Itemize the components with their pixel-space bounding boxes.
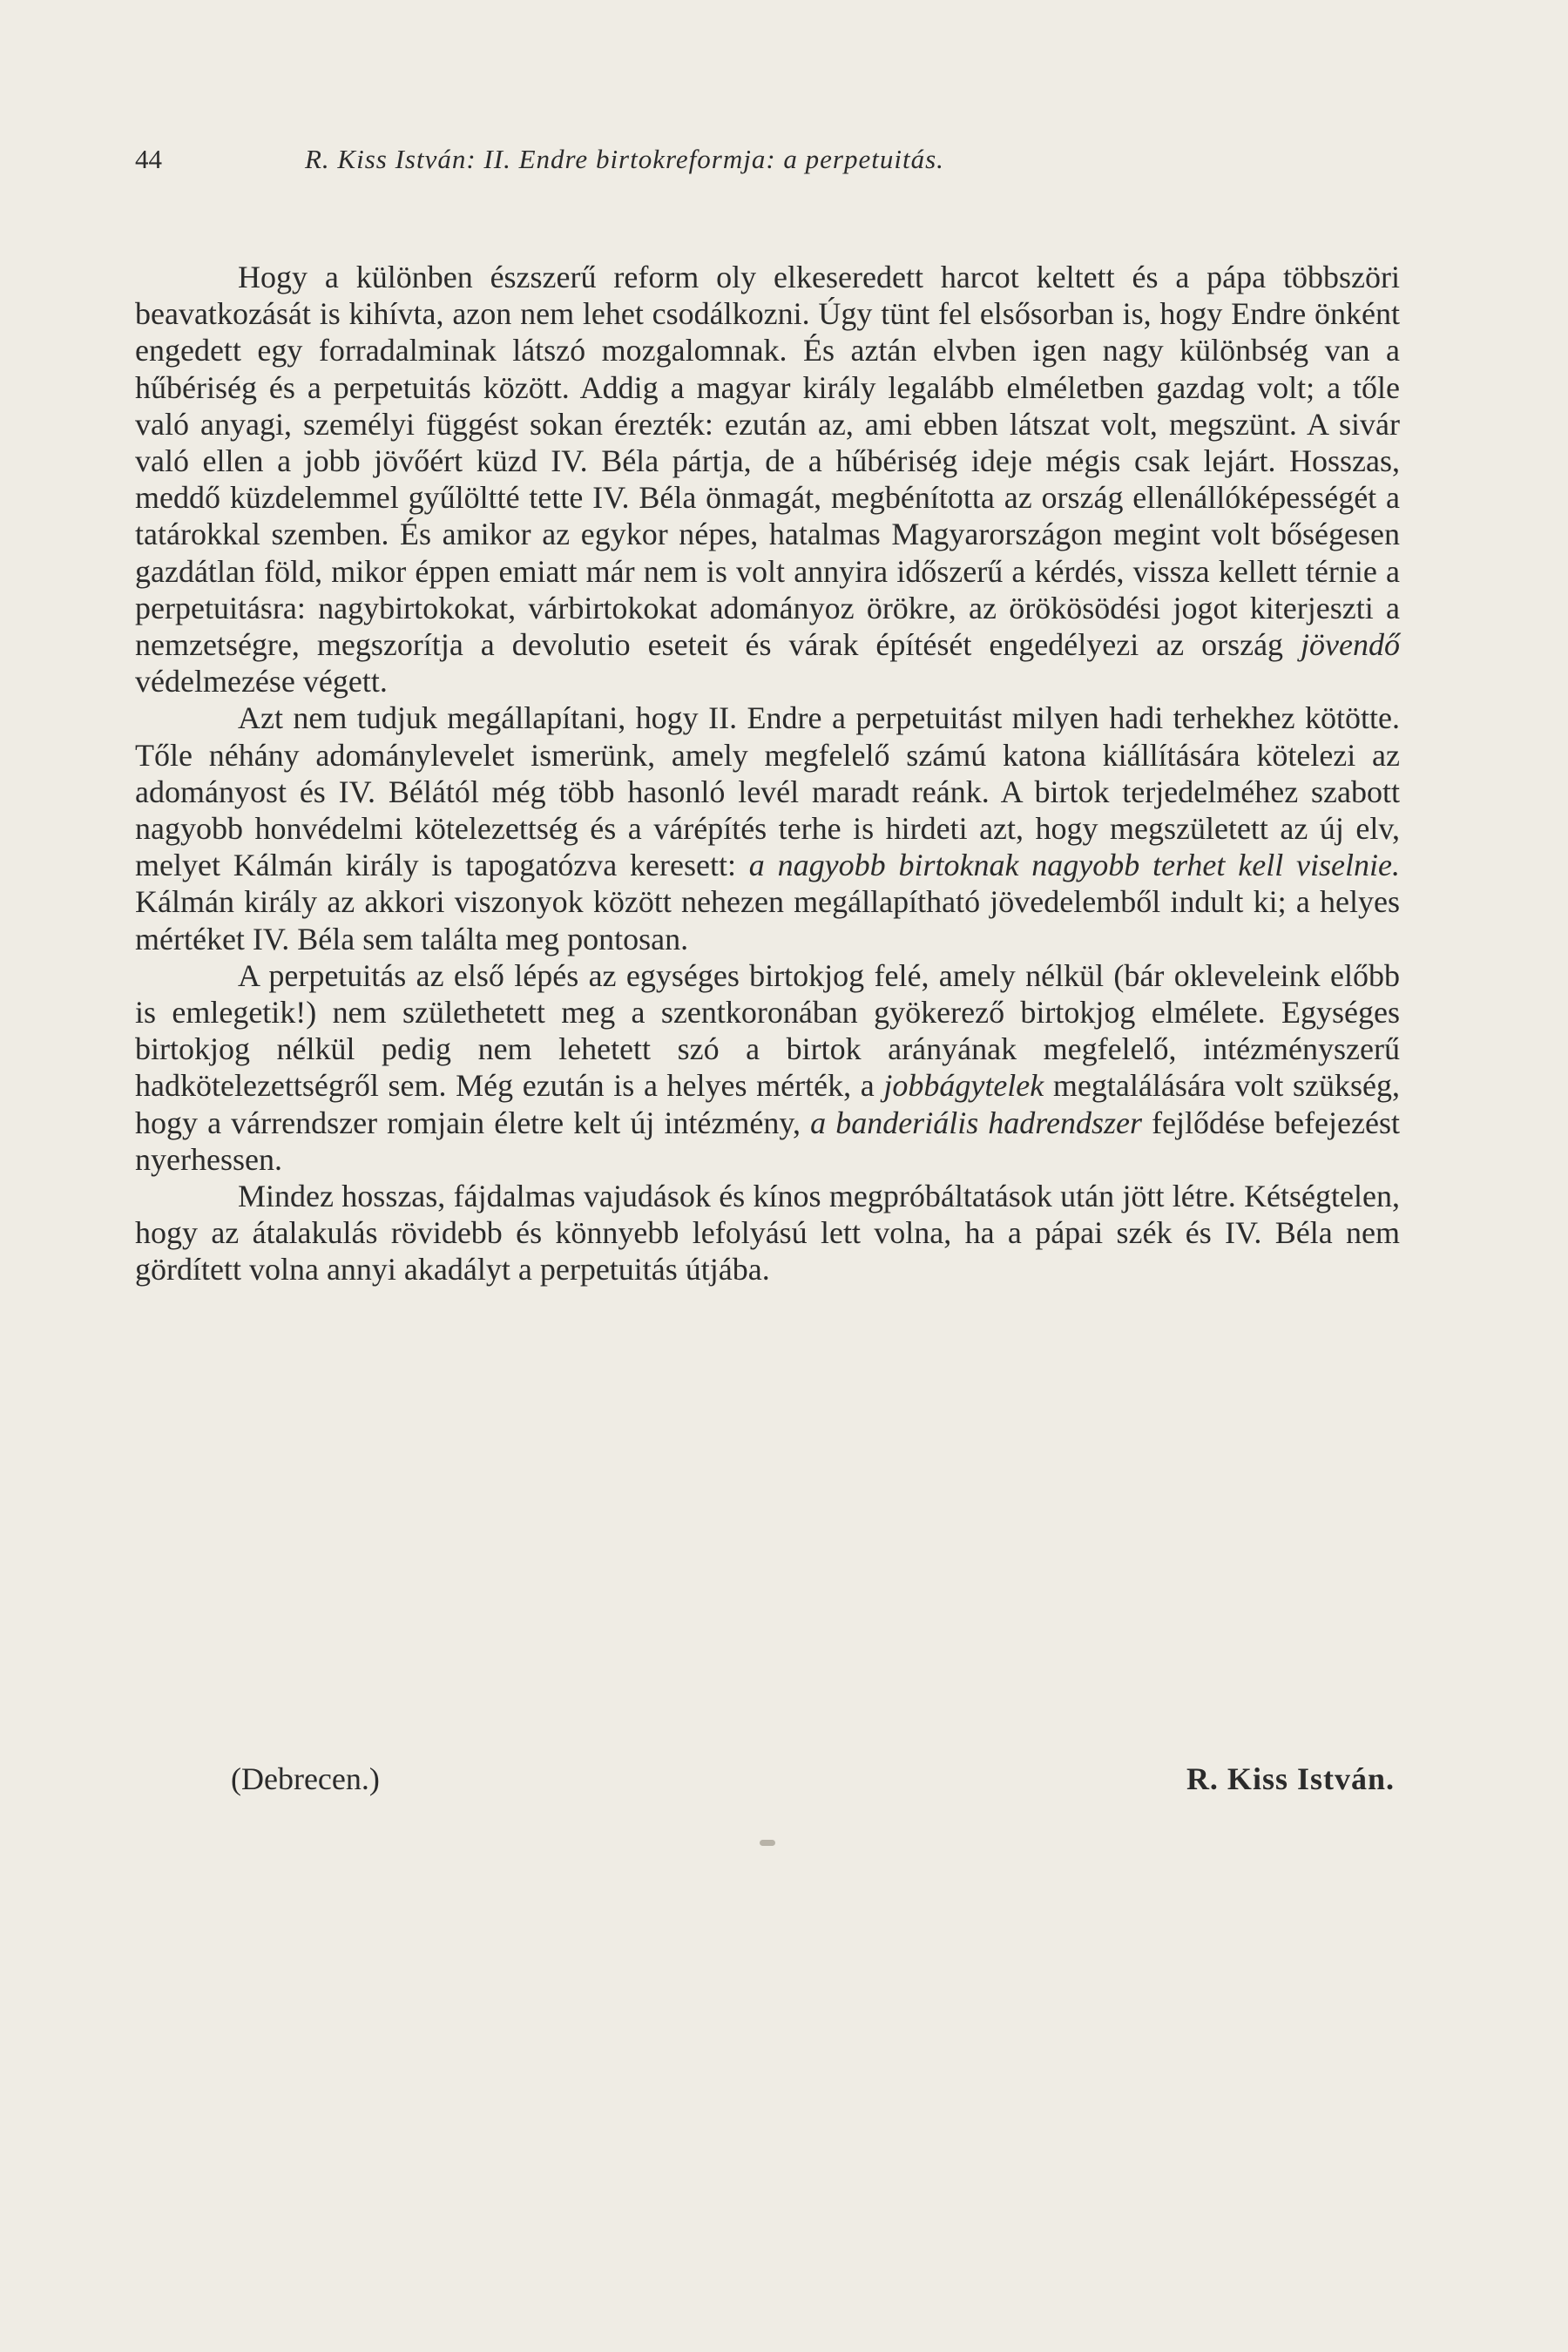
paragraph-text: Kálmán király az akkori viszonyok között nehezen megállapítható jövedelemből indult ki; a helyes mértéket IV. Béla sem találta meg pontosan. [135, 884, 1400, 956]
paragraph-text: Mindez hosszas, fájdalmas vajudások és kínos megpróbáltatások után jött létre. Kétségtelen, hogy az átalakulás rövidebb és könnyebb lefolyású lett volna, ha a pápai szék és IV. Béla nem gördített volna annyi akadályt a perpetuitás útjába. [135, 1179, 1400, 1288]
print-smudge [760, 1840, 775, 1846]
running-header [135, 139, 1407, 179]
place-of-writing: (Debrecen.) [231, 1761, 380, 1796]
italic-emphasis: a banderiális hadrendszer [810, 1105, 1142, 1140]
paragraph-3 [135, 957, 1400, 1178]
paragraph-text: Azt nem tudjuk megállapítani, hogy II. Endre a perpetuitást milyen hadi terhekhez kötötte. Tőle néhány adománylevelet ismerünk, amely megfelelő számú katona kiállítására kötelezi az adományost és IV. Bélától még több hasonló levél maradt reánk. A birtok terjedelméhez szabott nagyobb honvédelmi kötelezettség és a várépítés terhe is hirdeti azt, hogy megszületett az új elv, melyet Kálmán király is tapogatózva keresett: [135, 700, 1400, 883]
italic-emphasis: a nagyobb birtoknak nagyobb terhet kell viselnie. [748, 848, 1400, 883]
paragraph-4 [135, 1178, 1400, 1288]
paragraph-text: Hogy a különben észszerű reform oly elkeseredett harcot keltett és a pápa többszöri beavatkozását is kihívta, azon nem lehet csodálkozni. Úgy tünt fel elsősorban is, hogy Endre önként engedett egy forradalminak látszó mozgalomnak. És aztán elvben igen nagy különbség van a hűbériség és a perpetuitás között. Addig a magyar király legalább elméletben gazdag volt; a tőle való anyagi, személyi függést sokan érezték: ezután az, ami ebben látszat volt, megszünt. A sivár való ellen a jobb jövőért küzd IV. Béla pártja, de a hűbériség ideje mégis csak lejárt. Hosszas, meddő küzdelemmel gyűlöltté tette IV. Béla önmagát, megbénította az ország ellenállóképességét a tatárokkal szemben. És amikor az egykor népes, hatalmas Magyarországon megint volt bőségesen gazdátlan föld, mikor éppen emiatt már nem is volt annyira időszerű a kérdés, vissza kellett térnie a perpetuitásra: nagybirtokokat, várbirtokokat adományoz örökre, az örökösödési jogot kiterjeszti a nemzetségre, megszorítja a devolutio eseteit és várak építését engedélyezi az ország [135, 260, 1400, 663]
italic-emphasis: jövendő [1301, 627, 1400, 663]
paragraph-text: védelmezése végett. [135, 664, 388, 700]
italic-emphasis: jobbágytelek [883, 1068, 1044, 1104]
paragraph-2 [135, 700, 1400, 956]
paragraph-text: A perpetuitás az első lépés az egységes birtokjog felé, amely nélkül (bár okleveleink előbb is emlegetik!) nem születhetett meg a szentkoronában gyökerező birtokjog elmélete. Egységes birtokjog nélkül pedig nem lehetett szó a birtok arányának megfelelő, intézményszerű hadkötelezettségről sem. Még ezután is a helyes mérték, a [135, 957, 1400, 1104]
paragraph-text: megtalálására volt szükség, hogy a várrendszer romjain életre kelt új intézmény, [135, 1068, 1401, 1140]
running-header-title: R. Kiss István: II. Endre birtokreformja: a perpetuitás. [305, 144, 944, 174]
article-body [135, 259, 1400, 1288]
paragraph-text: fejlődése befejezést nyerhessen. [135, 1105, 1400, 1177]
signature-line [135, 1758, 1400, 1800]
author-name: R. Kiss István. [1186, 1761, 1395, 1796]
page-number: 44 [135, 144, 162, 174]
paragraph-1 [135, 259, 1400, 700]
